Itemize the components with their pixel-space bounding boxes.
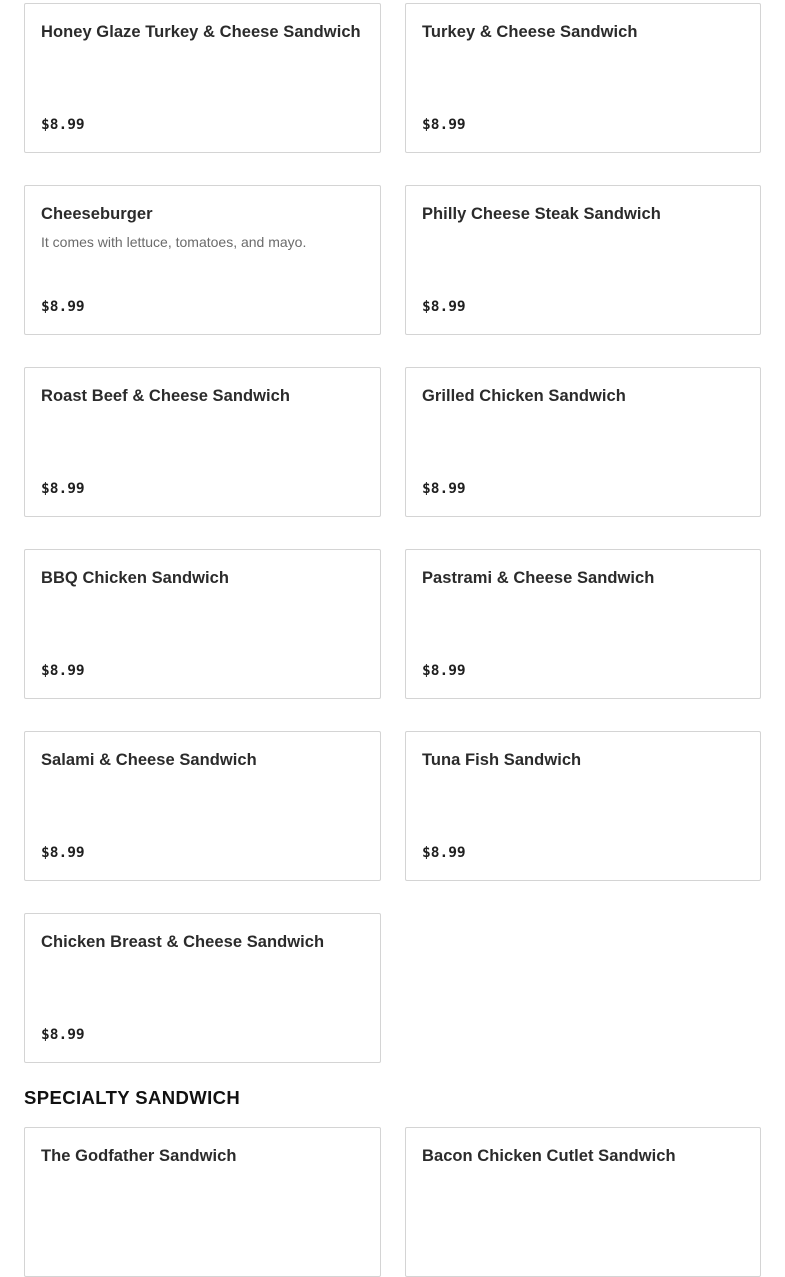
menu-item-card[interactable] bbox=[24, 185, 381, 335]
menu-item-name: Chicken Breast & Cheese Sandwich bbox=[41, 933, 325, 951]
menu-item-name: Honey Glaze Turkey & Cheese Sandwich bbox=[41, 23, 361, 41]
menu-item-name: Turkey & Cheese Sandwich bbox=[422, 23, 638, 41]
menu-item-name: Philly Cheese Steak Sandwich bbox=[422, 205, 661, 223]
menu-item-name: The Godfather Sandwich bbox=[41, 1147, 237, 1165]
menu-item-name: BBQ Chicken Sandwich bbox=[41, 569, 230, 587]
menu-item-card[interactable] bbox=[24, 731, 381, 881]
menu-item-price: $8.99 bbox=[41, 117, 85, 133]
menu-item-card[interactable] bbox=[24, 549, 381, 699]
section-heading: SPECIALTY SANDWICH bbox=[24, 1087, 241, 1108]
menu-item-name: Roast Beef & Cheese Sandwich bbox=[41, 387, 290, 405]
menu-item-card[interactable] bbox=[405, 185, 761, 335]
menu-item-price: $8.99 bbox=[41, 845, 85, 861]
menu-item-name: Salami & Cheese Sandwich bbox=[41, 751, 257, 769]
menu-item-price: $8.99 bbox=[41, 663, 85, 679]
menu-item-name: Pastrami & Cheese Sandwich bbox=[422, 569, 655, 587]
menu-item-name: Grilled Chicken Sandwich bbox=[422, 387, 626, 405]
menu-item-card[interactable] bbox=[24, 3, 381, 153]
menu-item-name: Tuna Fish Sandwich bbox=[422, 751, 582, 769]
menu-item-card[interactable] bbox=[405, 731, 761, 881]
menu-item-card[interactable] bbox=[405, 1127, 761, 1277]
menu-item-price: $8.99 bbox=[422, 845, 466, 861]
menu-item-price: $8.99 bbox=[422, 663, 466, 679]
menu-item-price: $8.99 bbox=[41, 299, 85, 315]
menu-item-card[interactable] bbox=[24, 1127, 381, 1277]
menu-item-name: Bacon Chicken Cutlet Sandwich bbox=[422, 1147, 676, 1165]
menu-item-price: $8.99 bbox=[422, 299, 466, 315]
menu-item-card[interactable] bbox=[24, 913, 381, 1063]
menu-items-grid bbox=[24, 3, 761, 1063]
menu-item-name: Cheeseburger bbox=[41, 205, 153, 223]
menu-item-price: $8.99 bbox=[41, 1027, 85, 1043]
menu-item-description: It comes with lettuce, tomatoes, and mayo. bbox=[41, 234, 307, 250]
menu-item-price: $8.99 bbox=[422, 117, 466, 133]
specialty-items-grid bbox=[24, 1127, 761, 1277]
menu-item-price: $8.99 bbox=[41, 481, 85, 497]
menu-item-card[interactable] bbox=[24, 367, 381, 517]
menu-item-card[interactable] bbox=[405, 3, 761, 153]
menu-item-card[interactable] bbox=[405, 367, 761, 517]
menu-item-card[interactable] bbox=[405, 549, 761, 699]
menu-item-price: $8.99 bbox=[422, 481, 466, 497]
